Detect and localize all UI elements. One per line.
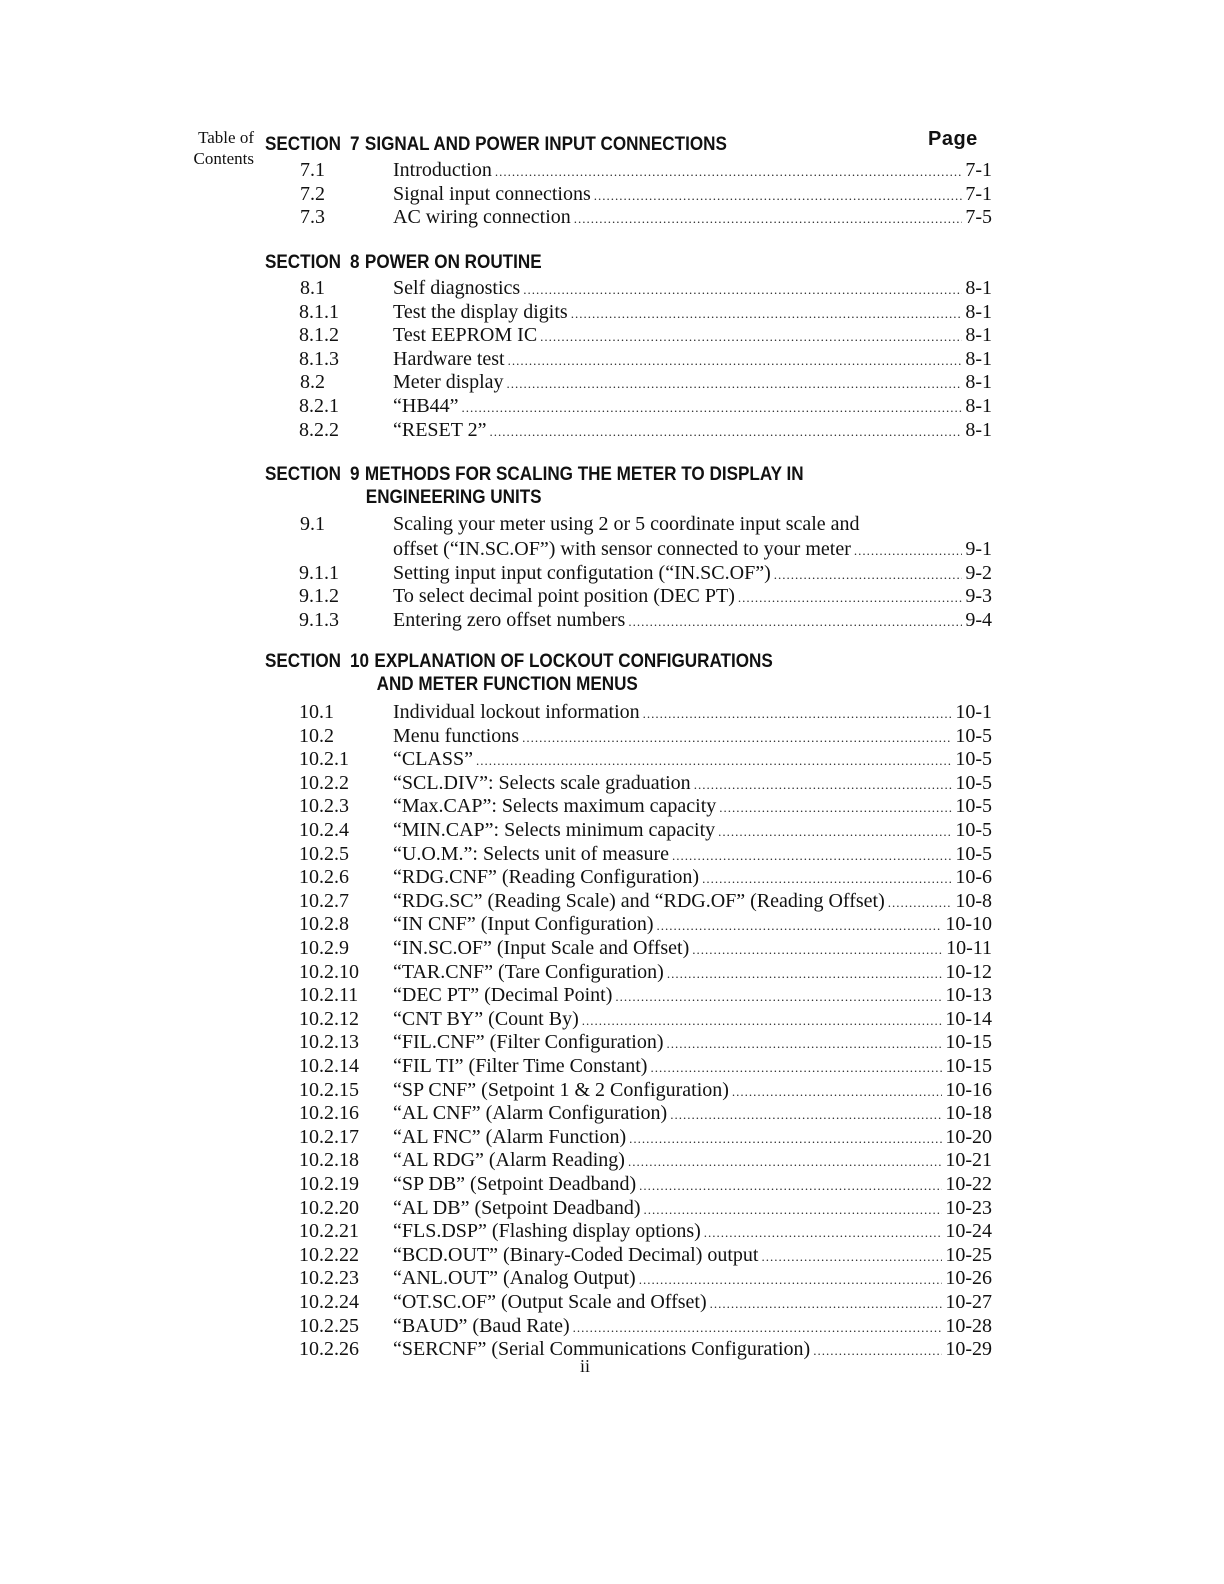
dot-leader: [490, 420, 963, 444]
toc-entry-body: [393, 1290, 992, 1316]
toc-entry-title: “RESET 2”: [393, 419, 487, 441]
toc-entry-number: 10.2.5: [299, 843, 349, 865]
toc-entry-title: “DEC PT” (Decimal Point): [393, 984, 613, 1006]
toc-entry-number: 10.2: [299, 725, 334, 747]
dot-leader: [476, 749, 952, 773]
toc-entry-number: 8.1.1: [299, 301, 339, 323]
toc-entry[interactable]: [0, 158, 1224, 182]
toc-entry-number: 10.2.4: [299, 819, 349, 841]
dot-leader: [540, 325, 962, 349]
toc-entry[interactable]: [0, 1337, 1224, 1361]
toc-entry-title: Test EEPROM IC: [393, 324, 538, 346]
toc-entry-page: 10-28: [945, 1315, 992, 1337]
toc-entry[interactable]: [0, 300, 1224, 324]
toc-entry-number: 10.2.18: [299, 1149, 359, 1171]
dot-leader: [738, 586, 962, 610]
toc-entry-page: 10-5: [955, 772, 992, 794]
toc-entry-body: [393, 323, 992, 349]
toc-entry-number: 8.1: [300, 277, 325, 299]
toc-entry[interactable]: [0, 394, 1224, 418]
toc-entry-title: “ANL.OUT” (Analog Output): [393, 1267, 636, 1289]
side-label-line-2: Contents: [193, 149, 254, 168]
toc-entry[interactable]: [0, 1290, 1224, 1314]
toc-entry[interactable]: [0, 936, 1224, 960]
dot-leader: [639, 1174, 942, 1198]
toc-entry-page: 10-24: [945, 1220, 992, 1242]
dot-leader: [854, 539, 962, 563]
toc-entry-page: 8-1: [965, 324, 992, 346]
toc-entry-title: To select decimal point position (DEC PT): [393, 585, 735, 607]
dot-leader: [574, 207, 963, 231]
toc-entry-page: 10-25: [945, 1244, 992, 1266]
toc-entry-page: 8-1: [965, 277, 992, 299]
toc-entry[interactable]: [0, 370, 1224, 394]
section-title: ENGINEERING UNITS: [365, 487, 542, 508]
section-heading: [265, 251, 542, 274]
dot-leader: [507, 372, 963, 396]
toc-entry-body: [393, 1054, 992, 1080]
toc-entry-number: 8.1.2: [299, 324, 339, 346]
toc-entry-body: [393, 747, 992, 773]
toc-entry-page: 9-2: [965, 562, 992, 584]
toc-entry-title: “MIN.CAP”: Selects minimum capacity: [393, 819, 716, 841]
dot-leader: [710, 1292, 943, 1316]
toc-entry[interactable]: [0, 1219, 1224, 1243]
toc-entry-title: “FIL.CNF” (Filter Configuration): [393, 1031, 664, 1053]
toc-entry-number: 10.1: [299, 701, 334, 723]
section-number: 9: [350, 464, 360, 485]
toc-entry[interactable]: [0, 323, 1224, 347]
section-title: AND METER FUNCTION MENUS: [376, 674, 638, 695]
toc-entry-number: 10.2.26: [299, 1338, 359, 1360]
toc-entry-title: “IN.SC.OF” (Input Scale and Offset): [393, 937, 690, 959]
toc-entry-page: 10-16: [945, 1079, 992, 1101]
toc-entry-title: “AL FNC” (Alarm Function): [393, 1126, 627, 1148]
toc-entry-body: [393, 700, 992, 726]
toc-entry-body: [393, 936, 992, 962]
toc-entry[interactable]: [0, 1314, 1224, 1338]
toc-entry-page: 8-1: [965, 395, 992, 417]
dot-leader: [615, 985, 942, 1009]
toc-entry-number: 9.1.2: [299, 585, 339, 607]
toc-entry-page: 10-14: [945, 1008, 992, 1030]
toc-entry-body: [393, 418, 992, 444]
toc-entry-title: “BCD.OUT” (Binary-Coded Decimal) output: [393, 1244, 759, 1266]
toc-entry[interactable]: [0, 584, 1224, 608]
toc-entry-page: 7-1: [965, 183, 992, 205]
section-title: POWER ON ROUTINE: [364, 252, 542, 273]
toc-entry-body: [393, 983, 992, 1009]
toc-entry-title: offset (“IN.SC.OF”) with sensor connected to your meter: [393, 538, 851, 560]
section-title: METHODS FOR SCALING THE METER TO DISPLAY IN: [364, 464, 804, 485]
toc-entry-body: [393, 608, 992, 634]
toc-entry[interactable]: [0, 1125, 1224, 1149]
toc-entry[interactable]: [0, 1030, 1224, 1054]
dot-leader: [692, 938, 943, 962]
toc-entry-body: [393, 584, 992, 610]
section-label: SECTION: [265, 464, 342, 485]
toc-entry-page: 10-15: [945, 1031, 992, 1053]
toc-entry[interactable]: [0, 1148, 1224, 1172]
dot-leader: [495, 160, 962, 184]
toc-entry-body: [393, 1266, 992, 1292]
toc-entry[interactable]: [0, 347, 1224, 371]
toc-entry-number: 10.2.12: [299, 1008, 359, 1030]
toc-entry-body: [393, 1148, 992, 1174]
dot-leader: [657, 914, 943, 938]
section-label: SECTION: [265, 651, 342, 672]
dot-leader: [813, 1339, 942, 1363]
toc-entry-page: 10-18: [945, 1102, 992, 1124]
toc-entry-title: Menu functions: [393, 725, 520, 747]
toc-entry-title: “SERCNF” (Serial Communications Configuration): [393, 1338, 811, 1360]
toc-entry-page: 10-8: [955, 890, 992, 912]
toc-entry-title: “AL CNF” (Alarm Configuration): [393, 1102, 668, 1124]
toc-entry-number: 8.2.1: [299, 395, 339, 417]
toc-entry-number: 10.2.15: [299, 1079, 359, 1101]
toc-entry[interactable]: [0, 276, 1224, 300]
toc-entry-page: 10-5: [955, 819, 992, 841]
toc-entry[interactable]: [0, 418, 1224, 442]
toc-entry-page: 9-4: [965, 609, 992, 631]
toc-entry-title-line: Scaling your meter using 2 or 5 coordinate input scale and: [393, 513, 860, 535]
toc-entry-page: 10-15: [945, 1055, 992, 1077]
toc-entry-number: 10.2.19: [299, 1173, 359, 1195]
toc-entry-title: Test the display digits: [393, 301, 568, 323]
toc-entry-page: 10-1: [955, 701, 992, 723]
toc-entry-title: “CNT BY” (Count By): [393, 1008, 579, 1030]
toc-entry[interactable]: [0, 1007, 1224, 1031]
toc-entry-body: [393, 1172, 992, 1198]
dot-leader: [718, 820, 952, 844]
toc-entry-page: 10-5: [955, 795, 992, 817]
dot-leader: [704, 1221, 943, 1245]
toc-entry-body: [393, 394, 992, 420]
dot-leader: [719, 796, 952, 820]
toc-entry-page: 10-5: [955, 843, 992, 865]
toc-entry-number: 10.2.22: [299, 1244, 359, 1266]
dot-leader: [628, 1150, 942, 1174]
toc-entry-number: 10.2.25: [299, 1315, 359, 1337]
toc-entry-title: “SP DB” (Setpoint Deadband): [393, 1173, 637, 1195]
toc-entry[interactable]: [0, 1078, 1224, 1102]
toc-entry-title: “SCL.DIV”: Selects scale graduation: [393, 772, 691, 794]
toc-entry-number: 10.2.23: [299, 1267, 359, 1289]
toc-entry-page: 8-1: [965, 371, 992, 393]
toc-entry[interactable]: [0, 1172, 1224, 1196]
toc-entry-body: [393, 1101, 992, 1127]
page-column-header: Page: [928, 128, 978, 150]
toc-entry-body: [393, 276, 992, 302]
toc-entry-number: 10.2.21: [299, 1220, 359, 1242]
toc-entry-title: “RDG.SC” (Reading Scale) and “RDG.OF” (Reading Offset): [393, 890, 885, 912]
toc-entry-body: [393, 1030, 992, 1056]
dot-leader: [523, 278, 962, 302]
toc-entry-title: AC wiring connection: [393, 206, 571, 228]
toc-entry-body: [393, 1337, 992, 1363]
section-title: EXPLANATION OF LOCKOUT CONFIGURATIONS: [374, 651, 773, 672]
toc-entry-page: 10-10: [945, 913, 992, 935]
toc-entry-number: 10.2.16: [299, 1102, 359, 1124]
toc-entry-body: [393, 818, 992, 844]
toc-entry-number: 7.1: [300, 159, 325, 181]
toc-entry-body: [393, 912, 992, 938]
toc-entry[interactable]: [0, 771, 1224, 795]
toc-entry-page: 10-29: [945, 1338, 992, 1360]
toc-entry[interactable]: [0, 1101, 1224, 1125]
toc-entry[interactable]: [0, 700, 1224, 724]
toc-entry-page: 10-13: [945, 984, 992, 1006]
toc-entry[interactable]: [0, 205, 1224, 229]
section-title: SIGNAL AND POWER INPUT CONNECTIONS: [364, 134, 727, 155]
toc-entry-page: 9-1: [965, 538, 992, 560]
toc-entry-number: 9.1.3: [299, 609, 339, 631]
page-number-footer: ii: [580, 1356, 591, 1376]
toc-entry[interactable]: [0, 794, 1224, 818]
section-heading: [265, 133, 727, 156]
toc-entry-page: 8-1: [965, 301, 992, 323]
toc-entry-title: “SP CNF” (Setpoint 1 & 2 Configuration): [393, 1079, 729, 1101]
toc-entry-title: “TAR.CNF” (Tare Configuration): [393, 961, 664, 983]
toc-entry-number: 10.2.20: [299, 1197, 359, 1219]
toc-entry[interactable]: [0, 1243, 1224, 1267]
toc-entry-page: 10-21: [945, 1149, 992, 1171]
toc-entry-title: “FLS.DSP” (Flashing display options): [393, 1220, 701, 1242]
section-number: 8: [350, 252, 360, 273]
toc-entry-title: Hardware test: [393, 348, 505, 370]
dot-leader: [667, 1032, 943, 1056]
toc-entry-body: [393, 1219, 992, 1245]
toc-entry-page: 7-5: [965, 206, 992, 228]
toc-entry-page: 9-3: [965, 585, 992, 607]
toc-entry-body: [393, 370, 992, 396]
section-number: 7: [350, 134, 360, 155]
toc-entry-page: 10-20: [945, 1126, 992, 1148]
toc-entry-number: 8.2.2: [299, 419, 339, 441]
toc-entry-body: [393, 794, 992, 820]
toc-entry-title: Introduction: [393, 159, 492, 181]
toc-entry-title: “U.O.M.”: Selects unit of measure: [393, 843, 670, 865]
toc-entry-title: “OT.SC.OF” (Output Scale and Offset): [393, 1291, 707, 1313]
toc-entry[interactable]: [0, 724, 1224, 748]
toc-entry-number: 10.2.24: [299, 1291, 359, 1313]
toc-entry-number: 10.2.8: [299, 913, 349, 935]
section-heading: [265, 463, 804, 509]
toc-entry-title: Self diagnostics: [393, 277, 521, 299]
toc-entry-title: Meter display: [393, 371, 504, 393]
dot-leader: [643, 702, 953, 726]
toc-entry-page: 7-1: [965, 159, 992, 181]
toc-entry-number: 10.2.7: [299, 890, 349, 912]
toc-entry-title: Signal input connections: [393, 183, 591, 205]
toc-entry-number: 10.2.13: [299, 1031, 359, 1053]
dot-leader: [628, 610, 962, 634]
toc-entry[interactable]: [0, 889, 1224, 913]
toc-entry-number: 10.2.1: [299, 748, 349, 770]
toc-entry-number: 8.1.3: [299, 348, 339, 370]
toc-entry-title: “BAUD” (Baud Rate): [393, 1315, 570, 1337]
dot-leader: [650, 1056, 942, 1080]
toc-entry-page: 10-12: [945, 961, 992, 983]
toc-entry-number: 10.2.17: [299, 1126, 359, 1148]
toc-entry-number: 10.2.11: [299, 984, 359, 1006]
toc-entry-title: Entering zero offset numbers: [393, 609, 626, 631]
toc-entry-title: “IN CNF” (Input Configuration): [393, 913, 654, 935]
toc-entry-page: 10-23: [945, 1197, 992, 1219]
toc-entry-number: 10.2.10: [299, 961, 359, 983]
dot-leader: [702, 867, 952, 891]
toc-entry-page: 8-1: [965, 348, 992, 370]
toc-entry[interactable]: [0, 960, 1224, 984]
toc-entry-body: [393, 158, 992, 184]
toc-entry-title: “AL DB” (Setpoint Deadband): [393, 1197, 641, 1219]
toc-entry-body: [393, 865, 992, 891]
section-label: SECTION: [265, 252, 342, 273]
toc-entry-number: 10.2.14: [299, 1055, 359, 1077]
toc-entry-number: 10.2.6: [299, 866, 349, 888]
toc-entry-number: 10.2.9: [299, 937, 349, 959]
toc-entry[interactable]: [0, 912, 1224, 936]
toc-entry[interactable]: [0, 1054, 1224, 1078]
toc-entry-number: 7.2: [300, 183, 325, 205]
toc-entry-page: 10-11: [946, 937, 992, 959]
toc-entry-body: [393, 537, 992, 563]
toc-entry-page: 10-22: [945, 1173, 992, 1195]
toc-entry-page: 8-1: [965, 419, 992, 441]
toc-entry[interactable]: [0, 747, 1224, 771]
toc-entry-number: 9.1.1: [299, 562, 339, 584]
toc-entry-title: Individual lockout information: [393, 701, 640, 723]
toc-entry[interactable]: [0, 561, 1224, 585]
section-heading: [265, 650, 773, 696]
toc-entry-number: 9.1: [300, 513, 325, 535]
toc-entry-title: Setting input input configutation (“IN.SC.OF”): [393, 562, 771, 584]
toc-entry-title: “FIL TI” (Filter Time Constant): [393, 1055, 648, 1077]
side-label-line-1: Table of: [198, 128, 254, 147]
dot-leader: [462, 396, 963, 420]
toc-entry-title: “HB44”: [393, 395, 459, 417]
toc-entry[interactable]: [0, 608, 1224, 632]
section-label: SECTION: [265, 134, 342, 155]
toc-entry-number: 10.2.3: [299, 795, 349, 817]
toc-entry-number: 7.3: [300, 206, 325, 228]
toc-entry-page: 10-5: [955, 748, 992, 770]
toc-entry-title: “Max.CAP”: Selects maximum capacity: [393, 795, 717, 817]
toc-entry-title: “RDG.CNF” (Reading Configuration): [393, 866, 700, 888]
toc-entry-page: 10-6: [955, 866, 992, 888]
toc-entry-title: “CLASS”: [393, 748, 473, 770]
toc-entry[interactable]: [0, 865, 1224, 889]
dot-leader: [670, 1103, 942, 1127]
toc-entry-page: 10-5: [955, 725, 992, 747]
toc-entry-number: 10.2.2: [299, 772, 349, 794]
section-number: 10: [350, 651, 370, 672]
toc-entry-page: 10-26: [945, 1267, 992, 1289]
toc-entry-number: 8.2: [300, 371, 325, 393]
toc-entry[interactable]: [0, 1266, 1224, 1290]
toc-entry[interactable]: [0, 842, 1224, 866]
toc-entry[interactable]: [0, 983, 1224, 1007]
toc-entry[interactable]: [0, 182, 1224, 206]
toc-entry-page: 10-27: [945, 1291, 992, 1313]
toc-entry-title: “AL RDG” (Alarm Reading): [393, 1149, 625, 1171]
dot-leader: [639, 1268, 943, 1292]
toc-entry[interactable]: [0, 1196, 1224, 1220]
toc-entry[interactable]: [0, 818, 1224, 842]
toc-entry-body: [393, 205, 992, 231]
